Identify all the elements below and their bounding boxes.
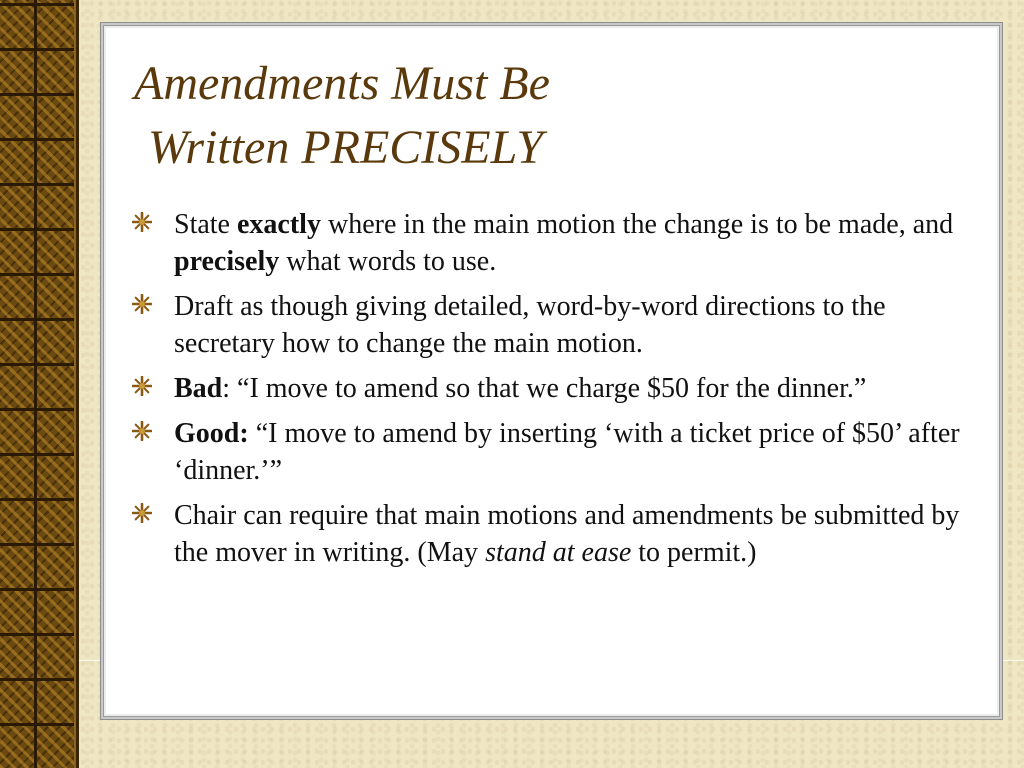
bullet-item [132, 497, 982, 571]
starburst-bullet-icon [132, 376, 152, 396]
bullet-item [132, 206, 982, 280]
starburst-bullet-icon [132, 294, 152, 314]
bullet-emphasis-bold: exactly [237, 209, 321, 240]
bullet-text: to permit.) [631, 537, 757, 568]
bullet-item [132, 288, 982, 362]
starburst-bullet-icon [132, 421, 152, 441]
starburst-bullet-icon [132, 503, 152, 523]
bullet-text: Draft as though giving detailed, word-by-word directions to the secretary how to change the main motion. [174, 291, 886, 359]
slide-title [134, 52, 774, 180]
bullet-text: State [174, 209, 237, 240]
bullet-list [132, 206, 982, 579]
slide-frame [100, 22, 1003, 720]
bullet-emphasis-bold: precisely [174, 246, 280, 277]
bullet-text: what words to use. [279, 246, 497, 277]
bullet-text: where in the main motion the change is to be made, and [320, 209, 954, 240]
title-line-1: Amendments Must Be [134, 57, 550, 110]
starburst-bullet-icon [132, 212, 152, 232]
title-line-2: Written PRECISELY [148, 121, 544, 174]
decorative-side-strip [0, 0, 79, 768]
bullet-item [132, 415, 982, 489]
bullet-emphasis-italic: stand at ease [485, 537, 632, 568]
bullet-text: “I move to amend by inserting ‘with a ticket price of $50’ after ‘dinner.’” [174, 418, 960, 486]
bullet-emphasis-bold: Good: [174, 418, 249, 449]
slide-panel [104, 26, 999, 716]
bullet-emphasis-bold: Bad [174, 373, 223, 404]
bullet-item [132, 370, 982, 407]
bullet-text: Chair can require that main motions and amendments be submitted by the mover in writing. (May [174, 500, 960, 568]
bullet-text: : “I move to amend so that we charge $50 for the dinner.” [222, 373, 867, 404]
